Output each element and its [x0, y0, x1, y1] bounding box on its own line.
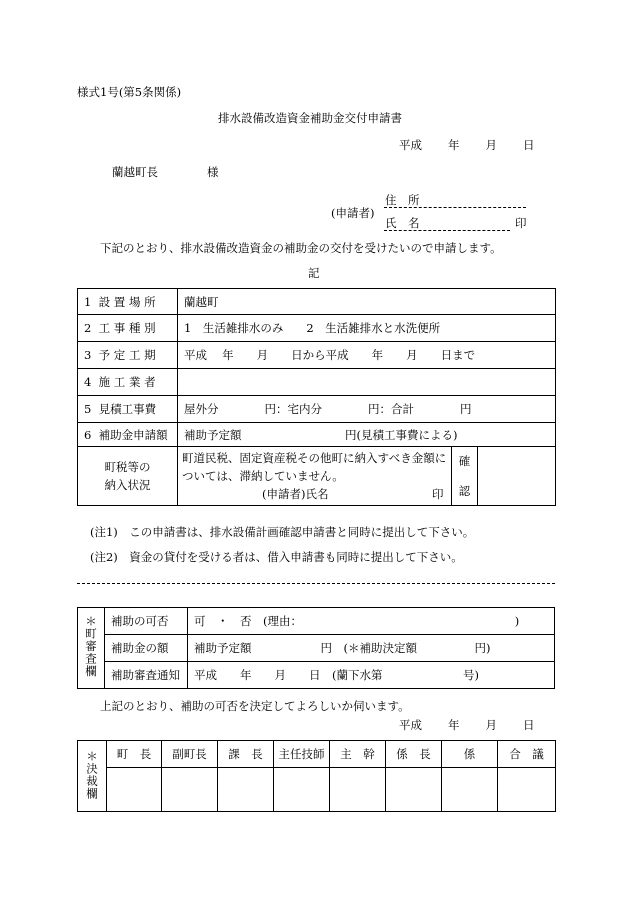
decision-stamp-row	[78, 768, 556, 812]
stamp-cell	[218, 768, 274, 812]
stamp-cell	[162, 768, 218, 812]
header-supervisor: 主 幹	[330, 741, 386, 768]
decision-header-row	[78, 741, 556, 768]
row-label: 1 設 置 場 所	[78, 289, 178, 315]
tax-status-row	[78, 447, 556, 506]
review-value: 補助予定額 円 (＊補助決定額 円)	[188, 635, 555, 662]
stamp-cell	[107, 768, 162, 812]
confirmation-cell	[452, 447, 556, 506]
applicant-label: (申請者)	[331, 206, 375, 220]
decision-text: 上記のとおり、補助の可否を決定してよろしいか伺います。	[100, 699, 410, 713]
stamp-cell	[498, 768, 556, 812]
table-row	[78, 635, 555, 662]
address-label: 住 所	[385, 193, 420, 207]
date-day: 日	[523, 718, 535, 732]
table-row	[78, 396, 556, 423]
date-year: 年	[448, 138, 460, 152]
note-2: (注2) 資金の貸付を受ける者は、借入申請書も同時に提出して下さい。	[90, 550, 463, 564]
confirmation-label: 確 認	[452, 447, 478, 505]
date-year: 年	[448, 718, 460, 732]
tax-status-text: 町道民税、固定資産税その他町に納入すべき金額に ついては、滞納していません。 (申請者)氏名 印	[178, 447, 452, 506]
date-line	[399, 137, 535, 153]
decision-date	[399, 717, 535, 733]
header-chief-engineer: 主任技師	[274, 741, 330, 768]
tax-status-label: 町税等の 納入状況	[78, 447, 178, 506]
row-value	[178, 369, 556, 396]
form-number: 様式1号(第5条関係)	[77, 85, 182, 99]
address-line	[384, 207, 526, 208]
review-table	[77, 607, 555, 689]
review-label: 補助審査通知	[105, 662, 188, 689]
date-era: 平成	[399, 138, 422, 152]
note-1: (注1) この申請書は、排水設備計画確認申請書と同時に提出して下さい。	[90, 525, 475, 539]
document-title: 排水設備改造資金補助金交付申請書	[218, 111, 402, 125]
table-row	[78, 423, 556, 447]
row-value: 補助予定額 円(見積工事費による)	[178, 423, 556, 447]
review-value: 可 ・ 否 (理由： )	[188, 608, 555, 635]
row-label: 6 補助金申請額	[78, 423, 178, 447]
cut-line	[77, 583, 555, 584]
review-label: 補助の可否	[105, 608, 188, 635]
date-day: 日	[523, 138, 535, 152]
header-mayor: 町 長	[107, 741, 162, 768]
row-label: 2 工 事 種 別	[78, 315, 178, 342]
date-era: 平成	[399, 718, 422, 732]
decision-side-label: ＊決裁欄	[78, 741, 107, 812]
row-label: 3 予 定 工 期	[78, 342, 178, 369]
header-staff: 係	[442, 741, 498, 768]
table-row	[78, 289, 556, 315]
header-subsection-chief: 係 長	[386, 741, 442, 768]
row-value: 平成 年 月 日から平成 年 月 日まで	[178, 342, 556, 369]
addressee: 蘭越町長	[112, 165, 158, 179]
review-value: 平成 年 月 日 (蘭下水第 号)	[188, 662, 555, 689]
name-line	[384, 230, 510, 231]
review-label: 補助金の額	[105, 635, 188, 662]
date-month: 月	[485, 718, 497, 732]
table-row	[78, 662, 555, 689]
table-row	[78, 315, 556, 342]
ki-label: 記	[308, 266, 320, 280]
application-table	[77, 288, 556, 506]
stamp-cell	[386, 768, 442, 812]
addressee-honorific: 様	[207, 165, 219, 179]
stamp-cell	[274, 768, 330, 812]
header-deputy-mayor: 副町長	[162, 741, 218, 768]
date-month: 月	[485, 138, 497, 152]
header-consultation: 合 議	[498, 741, 556, 768]
decision-table	[77, 740, 556, 812]
row-label: 4 施 工 業 者	[78, 369, 178, 396]
row-value: 蘭越町	[178, 289, 556, 315]
intro-text: 下記のとおり、排水設備改造資金の補助金の交付を受けたいので申請します。	[100, 241, 502, 255]
seal-mark: 印	[515, 216, 527, 230]
row-label: 5 見積工事費	[78, 396, 178, 423]
confirmation-stamp-area	[478, 447, 555, 505]
header-section-chief: 課 長	[218, 741, 274, 768]
table-row	[78, 608, 555, 635]
table-row	[78, 342, 556, 369]
stamp-cell	[442, 768, 498, 812]
row-value: 1 生活雑排水のみ 2 生活雑排水と水洗便所	[178, 315, 556, 342]
row-value: 屋外分 円：宅内分 円：合計 円	[178, 396, 556, 423]
table-row	[78, 369, 556, 396]
review-side-label: ＊町審査欄	[78, 608, 105, 689]
stamp-cell	[330, 768, 386, 812]
name-label: 氏 名	[385, 216, 420, 230]
